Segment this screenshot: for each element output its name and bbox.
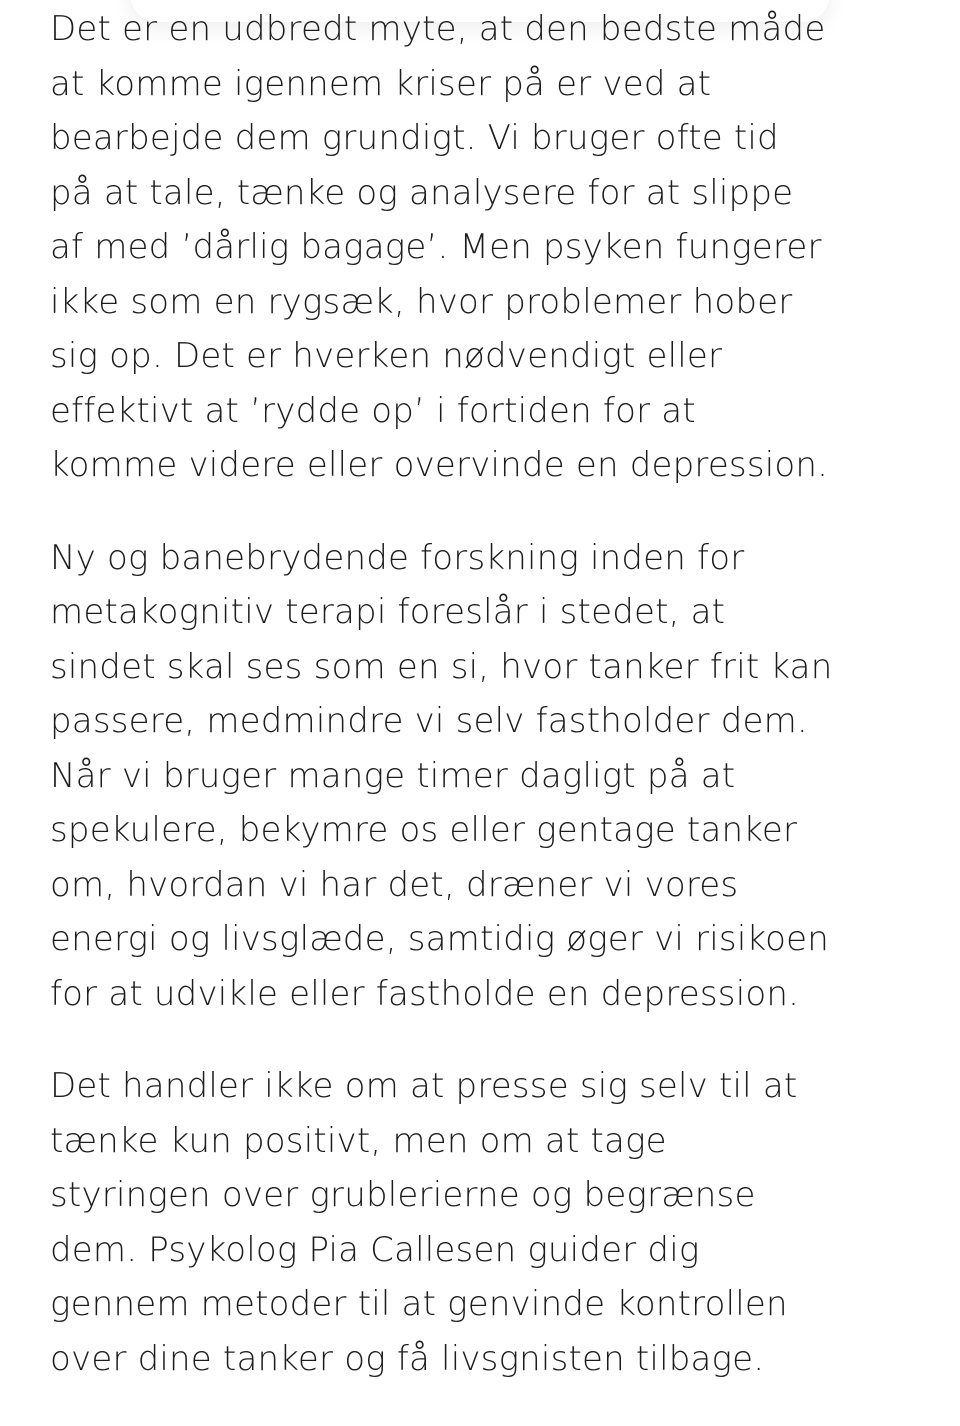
text-line: ikke som en rygsæk, hvor problemer hober [50, 281, 793, 322]
text-line: for at udvikle eller fastholde en depression. [50, 973, 800, 1014]
text-line: bearbejde dem grundigt. Vi bruger ofte tid [50, 118, 779, 158]
text-line: komme videre eller overvinde en depression. [50, 445, 829, 485]
text-line: om, hvordan vi har det, dræner vi vores [50, 864, 739, 905]
paragraph-3 [50, 1059, 930, 1386]
text-line: effektivt at ’rydde op’ i fortiden for at [50, 390, 696, 431]
text-line: gennem metoder til at genvinde kontrollen [50, 1284, 788, 1324]
text-line: styringen over grublerierne og begrænse [50, 1175, 756, 1215]
text-line: passere, medmindre vi selv fastholder dem. [50, 701, 808, 741]
text-line: Det handler ikke om at presse sig selv til at [50, 1066, 798, 1106]
text-line: dem. Psykolog Pia Callesen guider dig [50, 1229, 700, 1270]
text-line: sig op. Det er hverken nødvendigt eller [50, 336, 723, 376]
text-line: Når vi bruger mange timer dagligt på at [50, 755, 736, 796]
text-line: metakognitiv terapi foreslår i stedet, at [50, 592, 726, 632]
text-line: at komme igennem kriser på er ved at [50, 63, 712, 104]
text-line: sindet skal ses som en si, hvor tanker frit kan [50, 646, 833, 687]
text-line: tænke kun positivt, men om at tage [50, 1120, 667, 1161]
text-line: Det er en udbredt myte, at den bedste måde [50, 9, 826, 49]
paragraph-2 [50, 531, 930, 1022]
text-line: over dine tanker og få livsgnisten tilbage. [50, 1338, 765, 1379]
text-line: af med ’dårlig bagage’. Men psyken fungerer [50, 227, 822, 267]
text-line: på at tale, tænke og analysere for at slippe [50, 172, 794, 213]
article-body [50, 2, 930, 1424]
text-line: Ny og banebrydende forskning inden for [50, 537, 745, 578]
text-line: spekulere, bekymre os eller gentage tanker [50, 810, 798, 850]
paragraph-1 [50, 2, 930, 493]
text-line: energi og livsglæde, samtidig øger vi risikoen [50, 919, 830, 959]
